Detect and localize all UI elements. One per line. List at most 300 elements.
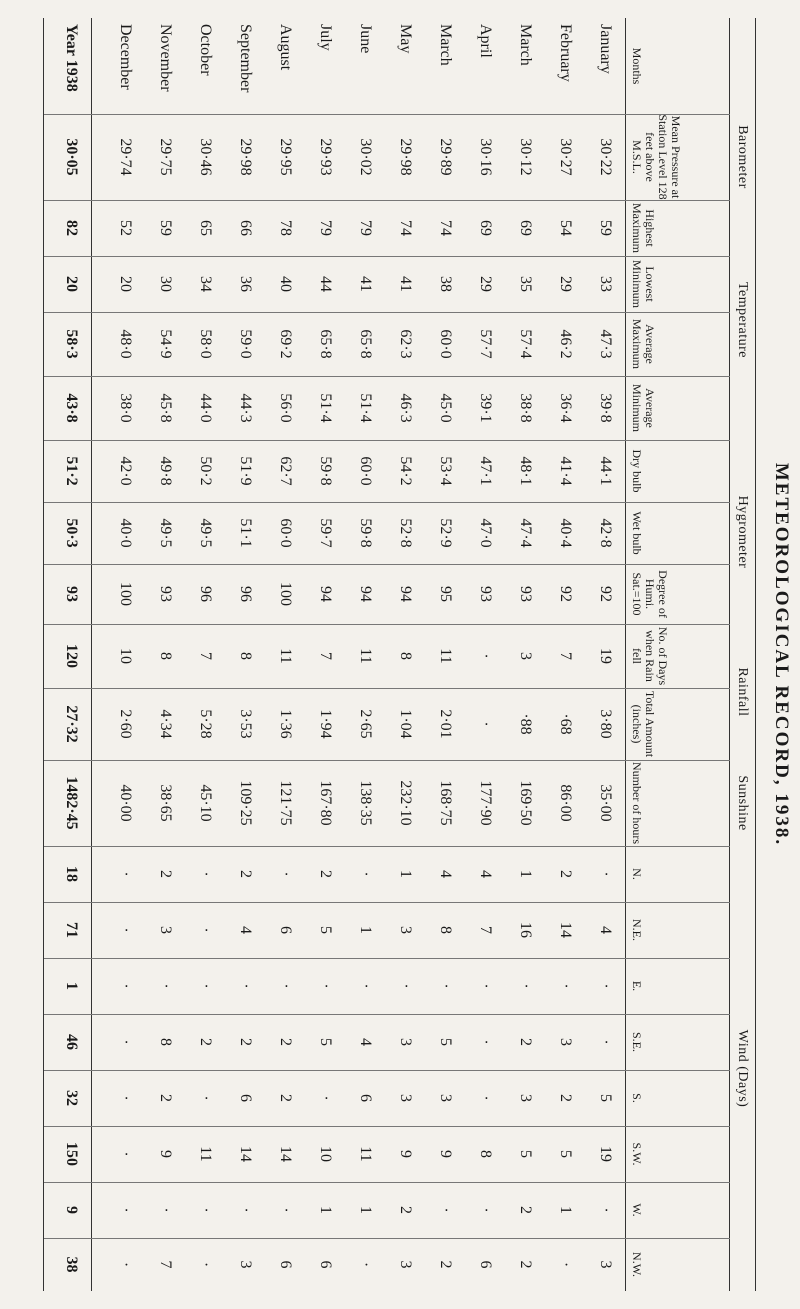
top-rule <box>755 18 756 1291</box>
column-header-months: Months <box>630 47 644 85</box>
table-cell-sw: 5 <box>517 1150 534 1158</box>
table-cell-dry: 42·0 <box>117 456 134 486</box>
table-cell-dry: 51·9 <box>237 456 254 486</box>
table-cell-lmin: 41 <box>357 276 374 292</box>
table-cell-rdays: 7 <box>317 652 334 660</box>
table-cell-se: 3 <box>557 1038 574 1046</box>
column-divider <box>44 1238 730 1239</box>
table-cell-ne: 4 <box>237 926 254 934</box>
table-cell-w: 1 <box>317 1206 334 1214</box>
table-cell-dry: 59·8 <box>317 456 334 486</box>
table-cell-s: 2 <box>557 1094 574 1102</box>
table-cell-n: · <box>357 871 374 877</box>
table-cell-nw: · <box>197 1261 214 1268</box>
table-cell-dry: 50·2 <box>197 456 214 486</box>
table-cell-hum: 94 <box>317 586 334 602</box>
table-cell-hum: 100 <box>277 582 294 606</box>
table-cell-ne: 1 <box>357 926 374 934</box>
table-cell-wet: 51·1 <box>237 518 254 548</box>
column-divider <box>44 256 730 257</box>
group-header-barometer: Barometer <box>735 125 750 189</box>
table-cell-wet: 52·9 <box>437 518 454 548</box>
table-cell-e: · <box>317 983 334 989</box>
table-cell-se: · <box>117 1039 134 1045</box>
table-cell-w: · <box>117 1207 134 1213</box>
year-total-rdays: 120 <box>63 644 80 668</box>
column-divider <box>44 902 730 903</box>
table-cell-sw: 5 <box>557 1150 574 1158</box>
table-cell-nw: 7 <box>157 1260 174 1269</box>
table-cell-rtotal: 2·65 <box>357 709 374 739</box>
table-cell-dry: 48·1 <box>517 456 534 486</box>
table-cell-se: 2 <box>237 1038 254 1046</box>
column-divider <box>44 624 730 625</box>
table-cell-sun: 138·35 <box>357 780 374 826</box>
table-cell-nw: 3 <box>397 1260 414 1269</box>
table-cell-ne: 5 <box>317 926 334 934</box>
column-header-pressure: Mean Pressure at Station Level 128 feet above M.S.L. <box>630 114 683 200</box>
table-cell-sun: 169·50 <box>517 780 534 826</box>
year-total-w: 9 <box>63 1206 80 1214</box>
column-divider <box>44 312 730 313</box>
table-cell-lmin: 29 <box>477 276 494 292</box>
column-header-average-max: Average Maximum <box>630 319 657 369</box>
year-total-se: 46 <box>63 1034 80 1050</box>
table-cell-month: September <box>237 24 254 93</box>
table-cell-se: 2 <box>277 1038 294 1046</box>
year-total-s: 32 <box>63 1090 80 1106</box>
table-cell-hmax: 69 <box>477 220 494 236</box>
table-cell-month: March <box>517 24 534 66</box>
table-cell-rdays: 7 <box>197 652 214 660</box>
table-cell-sun: 35·00 <box>597 784 614 822</box>
year-total-nw: 38 <box>63 1256 80 1273</box>
year-total-sun: 1482·45 <box>63 776 80 830</box>
table-cell-dry: 41·4 <box>557 456 574 486</box>
table-cell-w: · <box>477 1207 494 1213</box>
table-cell-e: · <box>237 983 254 989</box>
table-cell-nw: 6 <box>277 1260 294 1269</box>
table-cell-pressure: 30·27 <box>557 138 574 176</box>
table-cell-amax: 59·0 <box>237 329 254 359</box>
table-cell-sun: 40·00 <box>117 784 134 822</box>
table-cell-month: July <box>317 24 334 51</box>
table-cell-hum: 93 <box>157 586 174 602</box>
table-cell-w: · <box>157 1207 174 1213</box>
table-cell-month: June <box>357 24 374 54</box>
table-cell-amin: 39·8 <box>597 393 614 423</box>
table-cell-rtotal: 5·28 <box>197 709 214 739</box>
table-cell-wet: 40·0 <box>117 518 134 548</box>
table-cell-rdays: 11 <box>357 648 374 664</box>
table-cell-hmax: 79 <box>357 220 374 236</box>
table-cell-hum: 100 <box>117 582 134 606</box>
table-cell-amin: 38·0 <box>117 393 134 423</box>
table-cell-hmax: 78 <box>277 220 294 236</box>
table-cell-s: · <box>477 1095 494 1101</box>
table-cell-sw: 11 <box>357 1146 374 1162</box>
year-total-e: 1 <box>63 982 80 990</box>
table-cell-hmax: 74 <box>397 220 414 236</box>
year-total-month: Year 1938 <box>63 24 80 92</box>
table-cell-hmax: 52 <box>117 220 134 236</box>
table-cell-pressure: 29·98 <box>397 138 414 176</box>
table-cell-pressure: 30·16 <box>477 138 494 176</box>
table-cell-n: · <box>117 871 134 877</box>
table-cell-s: 6 <box>357 1094 374 1102</box>
table-cell-pressure: 29·98 <box>237 138 254 176</box>
table-cell-se: 2 <box>197 1038 214 1046</box>
column-divider <box>44 440 730 441</box>
group-header-sunshine: Sunshine <box>735 775 750 831</box>
table-cell-lmin: 40 <box>277 276 294 292</box>
table-cell-wet: 42·8 <box>597 518 614 548</box>
table-cell-hmax: 65 <box>197 220 214 236</box>
column-divider <box>44 200 730 201</box>
table-cell-hum: 92 <box>597 586 614 602</box>
column-header-wind-sw: S.W. <box>630 1142 644 1166</box>
table-cell-w: · <box>597 1207 614 1213</box>
year-total-hmax: 82 <box>63 220 80 236</box>
table-cell-hum: 93 <box>477 586 494 602</box>
column-header-sun-hours: Number of hours <box>630 762 644 844</box>
table-cell-rtotal: 2·01 <box>437 709 454 739</box>
table-cell-dry: 54·2 <box>397 456 414 486</box>
table-cell-rtotal: 2·60 <box>117 709 134 739</box>
table-cell-n: 1 <box>517 870 534 878</box>
table-cell-n: 4 <box>477 870 494 878</box>
table-cell-wet: 59·8 <box>357 518 374 548</box>
table-cell-nw: 2 <box>437 1260 454 1269</box>
table-cell-rdays: 8 <box>397 652 414 660</box>
year-total-amin: 43·8 <box>63 393 80 423</box>
table-cell-rdays: 11 <box>437 648 454 664</box>
table-cell-ne: 3 <box>397 926 414 934</box>
table-cell-ne: · <box>197 927 214 933</box>
column-divider <box>44 958 730 959</box>
table-cell-n: · <box>197 871 214 877</box>
table-cell-e: · <box>197 983 214 989</box>
table-cell-wet: 52·8 <box>397 518 414 548</box>
table-cell-rtotal: 1·94 <box>317 709 334 739</box>
table-cell-hmax: 54 <box>557 220 574 236</box>
table-cell-amax: 57·4 <box>517 329 534 359</box>
table-cell-w: 2 <box>397 1206 414 1214</box>
table-cell-amin: 51·4 <box>357 393 374 423</box>
table-cell-nw: · <box>557 1261 574 1268</box>
column-header-dry-bulb: Dry bulb <box>630 449 644 493</box>
table-cell-dry: 60·0 <box>357 456 374 486</box>
table-cell-nw: · <box>357 1261 374 1268</box>
table-cell-se: 8 <box>157 1038 174 1046</box>
table-cell-wet: 40·4 <box>557 518 574 548</box>
table-cell-n: 4 <box>437 870 454 878</box>
table-cell-n: 1 <box>397 870 414 878</box>
table-cell-amin: 45·8 <box>157 393 174 423</box>
table-cell-ne: 8 <box>437 926 454 934</box>
table-cell-hum: 96 <box>237 586 254 602</box>
table-cell-n: 2 <box>317 870 334 878</box>
table-cell-pressure: 29·93 <box>317 138 334 176</box>
table-cell-rtotal: 1·36 <box>277 709 294 739</box>
table-cell-lmin: 29 <box>557 276 574 292</box>
table-cell-ne: 16 <box>517 922 534 938</box>
column-divider <box>44 502 730 503</box>
table-cell-sun: 232·10 <box>397 780 414 826</box>
table-cell-e: · <box>557 983 574 989</box>
header-rule <box>625 18 626 1291</box>
table-cell-se: · <box>477 1039 494 1045</box>
table-cell-rtotal: ·68 <box>557 713 574 735</box>
table-cell-se: 4 <box>357 1038 374 1046</box>
table-cell-hmax: 59 <box>157 220 174 236</box>
table-cell-hmax: 74 <box>437 220 454 236</box>
table-cell-amin: 44·3 <box>237 393 254 423</box>
table-cell-dry: 49·8 <box>157 456 174 486</box>
table-cell-e: · <box>397 983 414 989</box>
table-cell-month: February <box>557 24 574 82</box>
table-cell-amax: 65·8 <box>317 329 334 359</box>
year-total-n: 18 <box>63 866 80 882</box>
table-cell-pressure: 30·22 <box>597 138 614 176</box>
table-cell-month: January <box>597 24 614 74</box>
table-cell-lmin: 33 <box>597 276 614 292</box>
table-cell-se: 5 <box>437 1038 454 1046</box>
table-cell-month: May <box>397 24 414 54</box>
table-cell-dry: 47·1 <box>477 456 494 486</box>
table-cell-sun: 109·25 <box>237 780 254 826</box>
table-cell-amax: 65·8 <box>357 329 374 359</box>
table-cell-rdays: 19 <box>597 648 614 664</box>
table-cell-ne: 6 <box>277 926 294 934</box>
table-cell-rtotal: 1·04 <box>397 709 414 739</box>
group-header-temperature: Temperature <box>735 281 750 359</box>
page-title: METEOROLOGICAL RECORD, 1938. <box>771 462 792 847</box>
table-cell-w: 1 <box>557 1206 574 1214</box>
table-cell-rdays: 7 <box>557 652 574 660</box>
table-cell-e: · <box>277 983 294 989</box>
table-cell-sun: 167·80 <box>317 780 334 826</box>
table-cell-hum: 96 <box>197 586 214 602</box>
table-cell-se: 2 <box>517 1038 534 1046</box>
column-header-highest-max: Highest Maximum <box>630 203 657 253</box>
table-cell-nw: · <box>117 1261 134 1268</box>
column-divider <box>44 1014 730 1015</box>
table-cell-amin: 45·0 <box>437 393 454 423</box>
table-cell-wet: 47·4 <box>517 518 534 548</box>
table-cell-amax: 58·0 <box>197 329 214 359</box>
table-cell-w: 1 <box>357 1206 374 1214</box>
year-total-pressure: 30·05 <box>63 138 80 176</box>
table-cell-hmax: 66 <box>237 220 254 236</box>
table-cell-dry: 62·7 <box>277 456 294 486</box>
table-cell-hum: 94 <box>397 586 414 602</box>
table-cell-e: · <box>117 983 134 989</box>
column-header-rain-total: Total Amount (inches) <box>630 690 657 758</box>
table-cell-sun: 86·00 <box>557 784 574 822</box>
group-header-rainfall: Rainfall <box>735 667 750 717</box>
table-cell-rtotal: 4·34 <box>157 709 174 739</box>
table-cell-sw: 8 <box>477 1150 494 1158</box>
year-total-dry: 51·2 <box>63 456 80 486</box>
column-divider <box>44 760 730 761</box>
table-cell-pressure: 29·95 <box>277 138 294 176</box>
table-cell-s: · <box>317 1095 334 1101</box>
bottom-rule <box>43 18 44 1291</box>
table-cell-rdays: 11 <box>277 648 294 664</box>
table-cell-pressure: 29·74 <box>117 138 134 176</box>
table-cell-sw: 9 <box>397 1150 414 1158</box>
table-cell-e: · <box>437 983 454 989</box>
table-cell-sun: 38·65 <box>157 784 174 822</box>
table-cell-amax: 48·0 <box>117 329 134 359</box>
table-cell-s: 2 <box>157 1094 174 1102</box>
table-cell-month: December <box>117 24 134 90</box>
table-cell-hmax: 69 <box>517 220 534 236</box>
table-cell-lmin: 35 <box>517 276 534 292</box>
table-cell-nw: 3 <box>597 1260 614 1269</box>
table-cell-lmin: 38 <box>437 276 454 292</box>
column-header-wind-ne: N.E. <box>630 919 644 941</box>
table-cell-wet: 47·0 <box>477 518 494 548</box>
column-divider <box>44 564 730 565</box>
table-cell-amin: 36·4 <box>557 393 574 423</box>
table-cell-lmin: 34 <box>197 276 214 292</box>
table-cell-sw: 14 <box>277 1146 294 1162</box>
table-cell-sun: 177·90 <box>477 780 494 826</box>
table-cell-e: · <box>357 983 374 989</box>
table-cell-month: April <box>477 24 494 58</box>
table-cell-ne: 3 <box>157 926 174 934</box>
table-cell-nw: 2 <box>517 1260 534 1269</box>
table-cell-wet: 49·5 <box>197 518 214 548</box>
year-total-hum: 93 <box>63 586 80 602</box>
table-cell-hum: 92 <box>557 586 574 602</box>
column-divider <box>44 114 730 115</box>
table-cell-rtotal: 3·53 <box>237 709 254 739</box>
column-divider <box>44 846 730 847</box>
table-cell-month: August <box>277 24 294 71</box>
column-divider <box>44 376 730 377</box>
table-cell-sw: 9 <box>437 1150 454 1158</box>
year-total-wet: 50·3 <box>63 518 80 548</box>
table-cell-s: · <box>117 1095 134 1101</box>
table-cell-amin: 56·0 <box>277 393 294 423</box>
table-cell-sw: 9 <box>157 1150 174 1158</box>
table-cell-n: · <box>277 871 294 877</box>
table-cell-w: 2 <box>517 1206 534 1214</box>
table-cell-ne: 4 <box>597 926 614 934</box>
table-cell-pressure: 30·12 <box>517 138 534 176</box>
table-cell-se: 3 <box>397 1038 414 1046</box>
table-cell-n: 2 <box>157 870 174 878</box>
group-header-hygrometer: Hygrometer <box>735 495 750 569</box>
group-rule <box>729 18 730 1291</box>
year-total-rtotal: 27·32 <box>63 705 80 743</box>
table-cell-wet: 59·7 <box>317 518 334 548</box>
table-cell-hmax: 79 <box>317 220 334 236</box>
table-cell-amax: 69·2 <box>277 329 294 359</box>
table-cell-pressure: 29·89 <box>437 138 454 176</box>
table-cell-e: · <box>517 983 534 989</box>
table-cell-s: 6 <box>237 1094 254 1102</box>
column-header-wind-nw: N.W. <box>630 1252 644 1277</box>
column-header-wind-e: E. <box>630 980 644 992</box>
column-header-wet-bulb: Wet bulb <box>630 511 644 555</box>
table-cell-month: October <box>197 24 214 76</box>
year-total-lmin: 20 <box>63 276 80 292</box>
table-cell-s: 2 <box>277 1094 294 1102</box>
table-cell-amin: 38·8 <box>517 393 534 423</box>
table-cell-lmin: 30 <box>157 276 174 292</box>
table-cell-pressure: 30·02 <box>357 138 374 176</box>
year-total-ne: 71 <box>63 922 80 938</box>
table-cell-wet: 60·0 <box>277 518 294 548</box>
table-cell-amax: 57·7 <box>477 329 494 359</box>
table-cell-s: · <box>197 1095 214 1101</box>
table-cell-lmin: 20 <box>117 276 134 292</box>
table-cell-rdays: 3 <box>517 652 534 660</box>
table-cell-n: 2 <box>237 870 254 878</box>
table-cell-dry: 53·4 <box>437 456 454 486</box>
table-cell-e: · <box>477 983 494 989</box>
column-header-average-min: Average Minimum <box>630 383 657 432</box>
table-cell-month: March <box>437 24 454 66</box>
table-cell-s: 3 <box>397 1094 414 1102</box>
table-cell-rdays: 8 <box>157 652 174 660</box>
table-cell-sw: · <box>117 1151 134 1157</box>
table-cell-hum: 93 <box>517 586 534 602</box>
column-divider <box>44 1182 730 1183</box>
year-rule <box>91 18 92 1291</box>
table-cell-nw: 3 <box>237 1260 254 1269</box>
table-cell-sw: 19 <box>597 1146 614 1162</box>
table-cell-rtotal: · <box>477 721 494 727</box>
table-cell-amax: 60·0 <box>437 329 454 359</box>
table-cell-lmin: 41 <box>397 276 414 292</box>
table-cell-e: · <box>597 983 614 989</box>
column-header-wind-n: N. <box>630 868 644 880</box>
table-cell-amax: 62·3 <box>397 329 414 359</box>
table-cell-ne: 14 <box>557 922 574 938</box>
table-cell-wet: 49·5 <box>157 518 174 548</box>
table-cell-amin: 46·3 <box>397 393 414 423</box>
table-cell-s: 3 <box>437 1094 454 1102</box>
table-cell-amin: 51·4 <box>317 393 334 423</box>
table-cell-rtotal: ·88 <box>517 713 534 735</box>
column-header-lowest-min: Lowest Minimum <box>630 259 657 308</box>
year-total-sw: 150 <box>63 1142 80 1166</box>
table-cell-lmin: 44 <box>317 276 334 292</box>
table-cell-rdays: 8 <box>237 652 254 660</box>
table-cell-sun: 45·10 <box>197 784 214 822</box>
table-cell-month: November <box>157 24 174 92</box>
table-cell-hum: 94 <box>357 586 374 602</box>
column-header-wind-s: S. <box>630 1093 644 1103</box>
table-cell-lmin: 36 <box>237 276 254 292</box>
table-cell-pressure: 29·75 <box>157 138 174 176</box>
table-cell-sun: 121·75 <box>277 780 294 826</box>
table-cell-nw: 6 <box>317 1260 334 1269</box>
column-header-rain-days: No. of Days when Rain fell <box>630 626 670 686</box>
column-divider <box>44 1126 730 1127</box>
table-cell-ne: · <box>117 927 134 933</box>
table-cell-se: · <box>597 1039 614 1045</box>
table-cell-sun: 168·75 <box>437 780 454 826</box>
table-cell-w: · <box>437 1207 454 1213</box>
table-cell-ne: 7 <box>477 926 494 934</box>
column-divider <box>44 688 730 689</box>
